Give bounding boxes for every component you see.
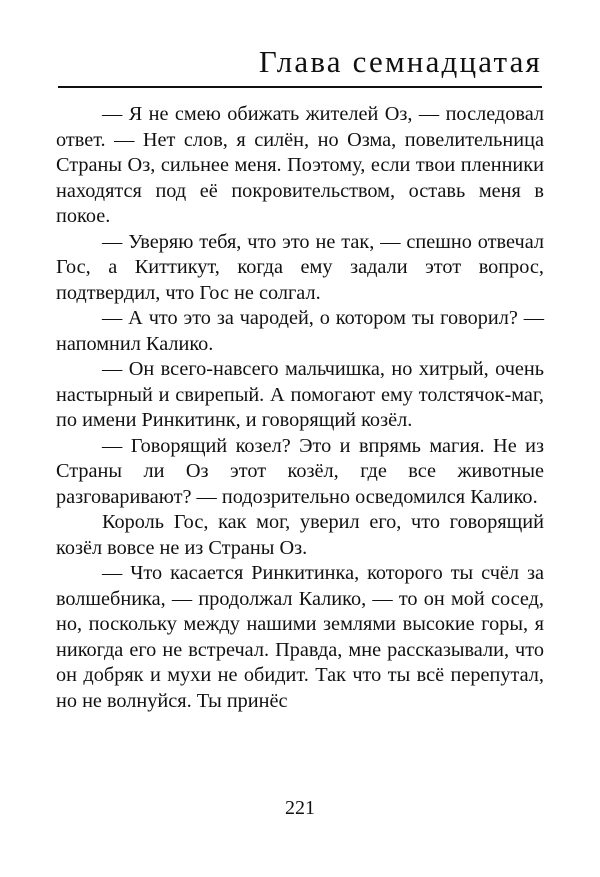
page-footer <box>0 796 600 820</box>
paragraph: — Говорящий козел? Это и впрямь магия. Не из Страны ли Оз этот козёл, где все животные разговаривают? — подозрительно осведомился Калико. <box>56 434 544 508</box>
paragraph: — А что это за чародей, о котором ты говорил? — напомнил Калико. <box>56 307 544 355</box>
header-rule <box>58 86 542 88</box>
paragraph: — Уверяю тебя, что это не так, — спешно отвечал Гос, а Киттикут, когда ему задали этот вопрос, подтвердил, что Гос не солгал. <box>56 230 544 304</box>
paragraph: — Я не смею обижать жителей Оз, — последовал ответ. — Нет слов, я силён, но Озма, повелительница Страны Оз, сильнее меня. Поэтому, если твои пленники находятся под её покровительством, оставь меня в покое. <box>56 103 544 227</box>
page-number: 221 <box>285 797 315 819</box>
paragraph: Король Гос, как мог, уверил его, что говорящий козёл вовсе не из Страны Оз. <box>56 511 544 559</box>
chapter-title: Глава семнадцатая <box>258 44 542 79</box>
paragraph: — Он всего-навсего мальчишка, но хитрый, очень настырный и свирепый. А помогают ему толстячок-маг, по имени Ринкитинк, и говорящий козёл. <box>56 358 544 431</box>
body-text <box>56 102 544 714</box>
paragraph: — Что касается Ринкитинка, которого ты счёл за волшебника, — продолжал Калико, — то он мой сосед, но, поскольку между нашими землями высокие горы, я никогда его не встречал. Правда, мне рассказывали, что он добряк и мухи не обидит. Так что ты всё перепутал, но не волнуйся. Ты принёс <box>56 562 544 712</box>
page-header <box>58 40 542 88</box>
